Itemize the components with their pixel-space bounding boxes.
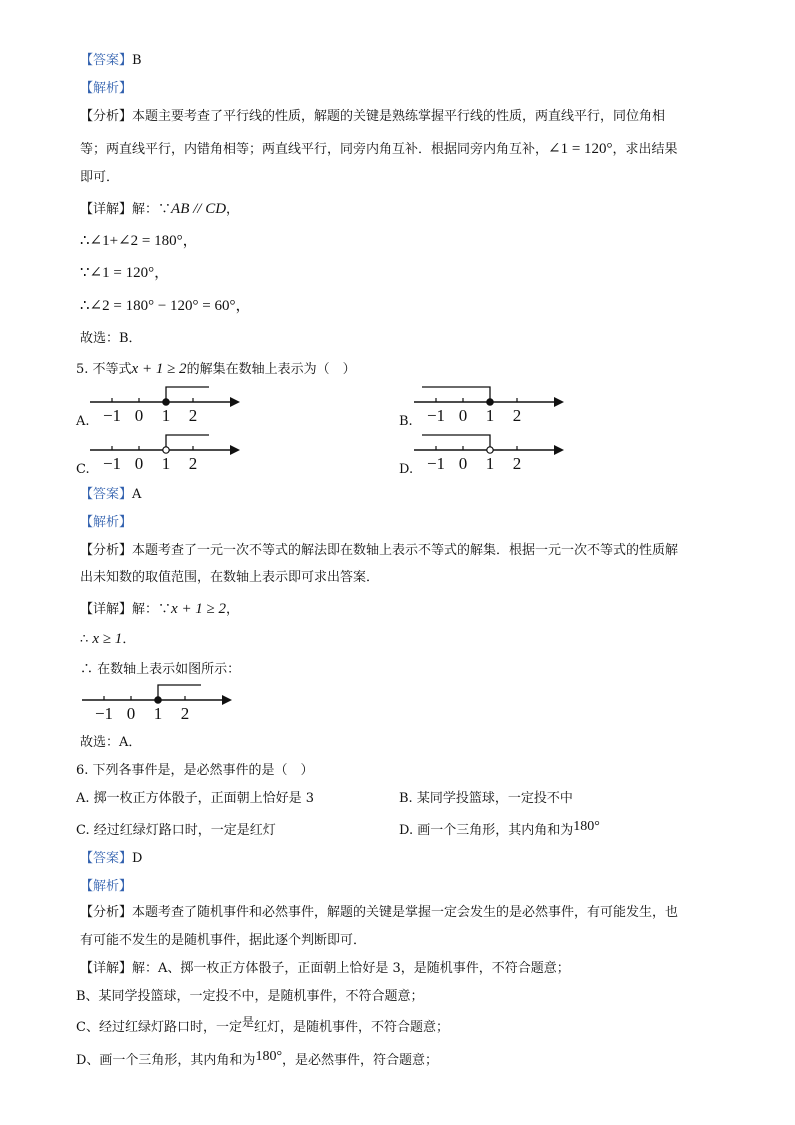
option-a-number-line[interactable]: [90, 382, 240, 428]
q4-fenxi-line-2: 等；两直线平行，内错角相等；两直线平行，同旁内角互补．根据同旁内角互补，∠1 = 120°，求出结果: [80, 141, 678, 157]
tick-label: −1: [102, 406, 122, 425]
q5-analysis-tag: 【解析】: [80, 515, 133, 530]
axis-arrow-icon: [222, 695, 232, 705]
q4-detail-line: 【详解】解：∵AB // CD，: [80, 201, 240, 217]
tick-label: 2: [180, 704, 190, 723]
q6-fenxi-line-2: 有可能不发生的是随机事件，据此逐个判断即可．: [80, 933, 367, 948]
number-line-svg: [90, 382, 240, 428]
tick-label: 2: [512, 406, 522, 425]
tick-label: 2: [188, 406, 198, 425]
q6-fenxi-line-1: 【分析】本题考查了随机事件和必然事件，解题的关键是掌握一定会发生的是必然事件，有可能发生，也: [80, 905, 679, 920]
tick-label: −1: [94, 704, 114, 723]
parallel-statement: AB // CD: [171, 201, 227, 217]
number-line-svg: [90, 430, 240, 476]
axis-arrow-icon: [230, 397, 240, 407]
tick-label: −1: [426, 454, 446, 473]
solid-point: [487, 399, 493, 405]
axis-arrow-icon: [554, 445, 564, 455]
option-d-number-line[interactable]: [414, 430, 564, 476]
q6-option-c[interactable]: C. 经过红绿灯路口时，一定是红灯: [76, 823, 276, 838]
q6-option-d[interactable]: D. 画一个三角形，其内角和为180°: [399, 819, 600, 838]
axis-arrow-icon: [554, 397, 564, 407]
solution-ray: [422, 435, 490, 450]
solution-number-line: [82, 680, 232, 726]
hollow-point: [163, 447, 169, 453]
solution-ray: [422, 387, 490, 402]
q5-detail-line: 【详解】解：∵x + 1 ≥ 2，: [80, 601, 240, 617]
q4-step-3: ∵∠1 = 120°，: [80, 265, 170, 281]
tick-label: 1: [161, 406, 171, 425]
hollow-point: [487, 447, 493, 453]
tick-label: 0: [126, 704, 136, 723]
q5-choice: 故选：A．: [80, 735, 142, 750]
q4-fenxi-line-3: 即可．: [80, 170, 120, 185]
tick-label: 0: [458, 454, 468, 473]
q6-line-c: C、经过红绿灯路口时，一定是红灯，是随机事件，不符合题意；: [76, 1015, 449, 1035]
tick-label: −1: [102, 454, 122, 473]
q4-analysis-tag: 【解析】: [80, 81, 133, 96]
option-d-label[interactable]: D.: [399, 462, 414, 477]
tick-label: −1: [426, 406, 446, 425]
axis-arrow-icon: [230, 445, 240, 455]
solid-point: [163, 399, 169, 405]
option-c-label[interactable]: C.: [76, 462, 90, 477]
q6-option-b[interactable]: B. 某同学投篮球，一定投不中: [399, 791, 573, 806]
number-line-svg: [414, 430, 564, 476]
q6-detail-line: 【详解】解：A、掷一枚正方体骰子，正面朝上恰好是 3，是随机事件，不符合题意；: [80, 961, 570, 976]
option-a-label[interactable]: A.: [76, 414, 90, 429]
q5-answer-line: 【答案】A: [80, 487, 142, 502]
solution-ray: [166, 435, 209, 450]
answer-tag: 【答案】: [80, 53, 133, 68]
q4-answer-line: [80, 52, 142, 70]
answer-value: B: [132, 53, 142, 68]
angle-equation: ∠1 = 120°: [548, 141, 613, 157]
q4-fenxi-line-1: 【分析】本题主要考查了平行线的性质，解题的关键是熟练掌握平行线的性质，两直线平行，同位角相: [80, 109, 666, 124]
inequality: x + 1 ≥ 2: [131, 361, 187, 377]
q6-line-b: B、某同学投篮球，一定投不中，是随机事件，不符合题意；: [76, 989, 424, 1004]
q5-step-3: ∴ 在数轴上表示如图所示：: [80, 662, 241, 677]
tick-label: 1: [153, 704, 163, 723]
q6-analysis-tag: 【解析】: [80, 879, 133, 894]
option-b-label[interactable]: B.: [399, 414, 413, 429]
q5-fenxi-line-2: 出未知数的取值范围，在数轴上表示即可求出答案．: [80, 570, 380, 585]
q6-answer-line: 【答案】D: [80, 851, 143, 866]
q6-line-d: D、画一个三角形，其内角和为180°，是必然事件，符合题意；: [76, 1049, 439, 1068]
number-line-svg: [414, 382, 564, 428]
q5-step-2: ∴ x ≥ 1．: [80, 631, 136, 647]
tick-label: 0: [134, 454, 144, 473]
tick-label: 2: [512, 454, 522, 473]
option-b-number-line[interactable]: [414, 382, 564, 428]
q4-step-2: ∴∠1+∠2 = 180°，: [80, 233, 198, 249]
number-line-svg: [82, 680, 232, 726]
tick-label: 0: [458, 406, 468, 425]
q5-stem: 5. 不等式x + 1 ≥ 2的解集在数轴上表示为（ ）: [76, 361, 356, 377]
q6-option-a[interactable]: A. 掷一枚正方体骰子，正面朝上恰好是 3: [76, 791, 315, 806]
solution-ray: [158, 685, 201, 700]
q4-step-4: ∴∠2 = 180° − 120° = 60°，: [80, 298, 251, 314]
tick-label: 1: [485, 406, 495, 425]
tick-label: 1: [161, 454, 171, 473]
tick-label: 1: [485, 454, 495, 473]
solution-ray: [166, 387, 209, 402]
q4-choice: 故选：B．: [80, 331, 142, 346]
q5-fenxi-line-1: 【分析】本题考查了一元一次不等式的解法即在数轴上表示不等式的解集．根据一元一次不等式的性质解: [80, 543, 679, 558]
solid-point: [155, 697, 161, 703]
tick-label: 2: [188, 454, 198, 473]
tick-label: 0: [134, 406, 144, 425]
q6-stem: 6. 下列各事件是，是必然事件的是（ ）: [76, 763, 314, 778]
option-c-number-line[interactable]: [90, 430, 240, 476]
degree-value: 180°: [573, 819, 600, 834]
